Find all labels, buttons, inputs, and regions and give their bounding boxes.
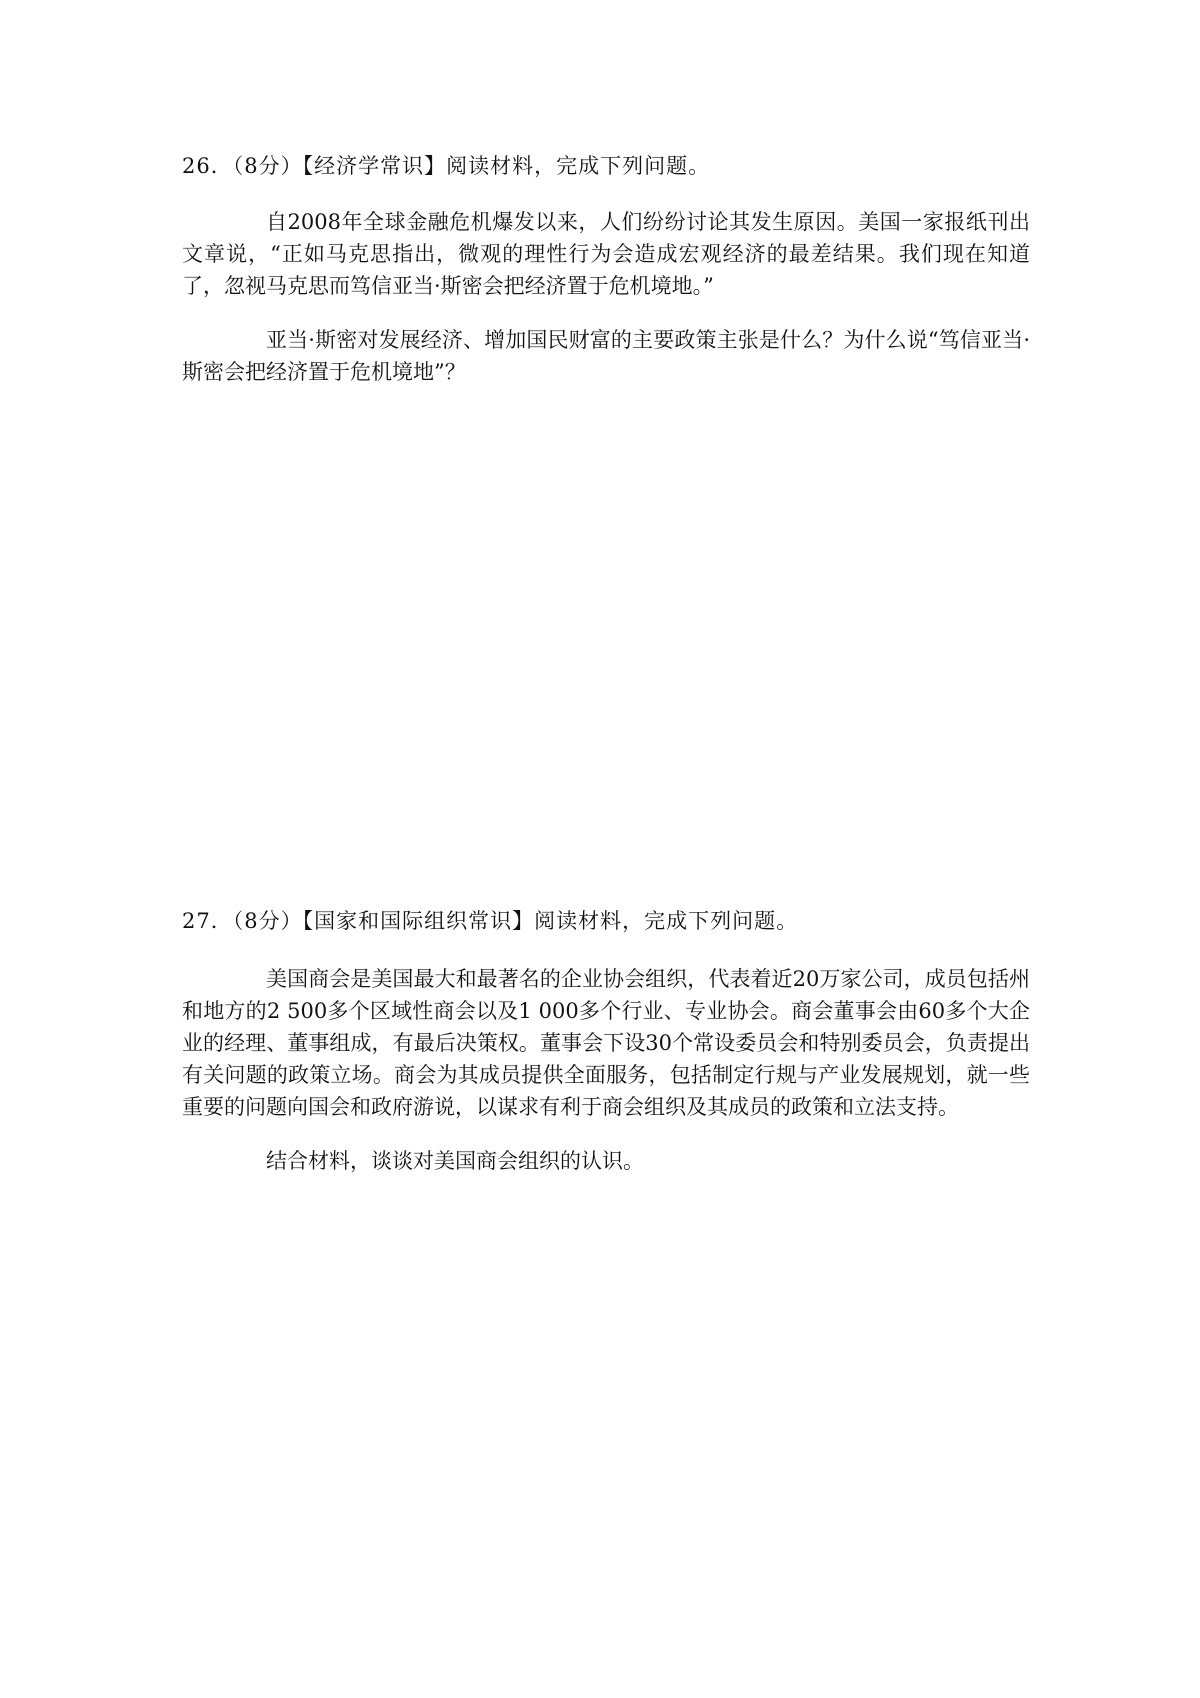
question-material: 自2008年全球金融危机爆发以来，人们纷纷讨论其发生原因。美国一家报纸刊出文章说，“正如马克思指出，微观的理性行为会造成宏观经济的最差结果。我们现在知道了，忽视马克思而笃信亚当·斯密会把经济置于危机境地。”	[182, 210, 1030, 298]
question-title: 27．（8分）【国家和国际组织常识】阅读材料，完成下列问题。	[182, 909, 799, 933]
question-material: 美国商会是美国最大和最著名的企业协会组织，代表着近20万家公司，成员包括州和地方的2 500多个区域性商会以及1 000多个行业、专业协会。商会董事会由60多个大企业的经理、董事组成，有最后决策权。董事会下设30个常设委员会和特别委员会，负责提出有关问题的政策立场。商会为其成员提供全面服务，包括制定行规与产业发展规划，就一些重要的问题向国会和政府游说，以谋求有利于商会组织及其成员的政策和立法支持。	[182, 967, 1030, 1119]
question-title: 26．（8分）【经济学常识】阅读材料，完成下列问题。	[182, 154, 711, 178]
question-27	[182, 903, 1030, 1177]
question-prompt: 亚当·斯密对发展经济、增加国民财富的主要政策主张是什么？为什么说“笃信亚当·斯密会把经济置于危机境地”？	[182, 328, 1030, 384]
question-26	[182, 148, 1030, 388]
question-prompt: 结合材料，谈谈对美国商会组织的认识。	[266, 1149, 644, 1173]
